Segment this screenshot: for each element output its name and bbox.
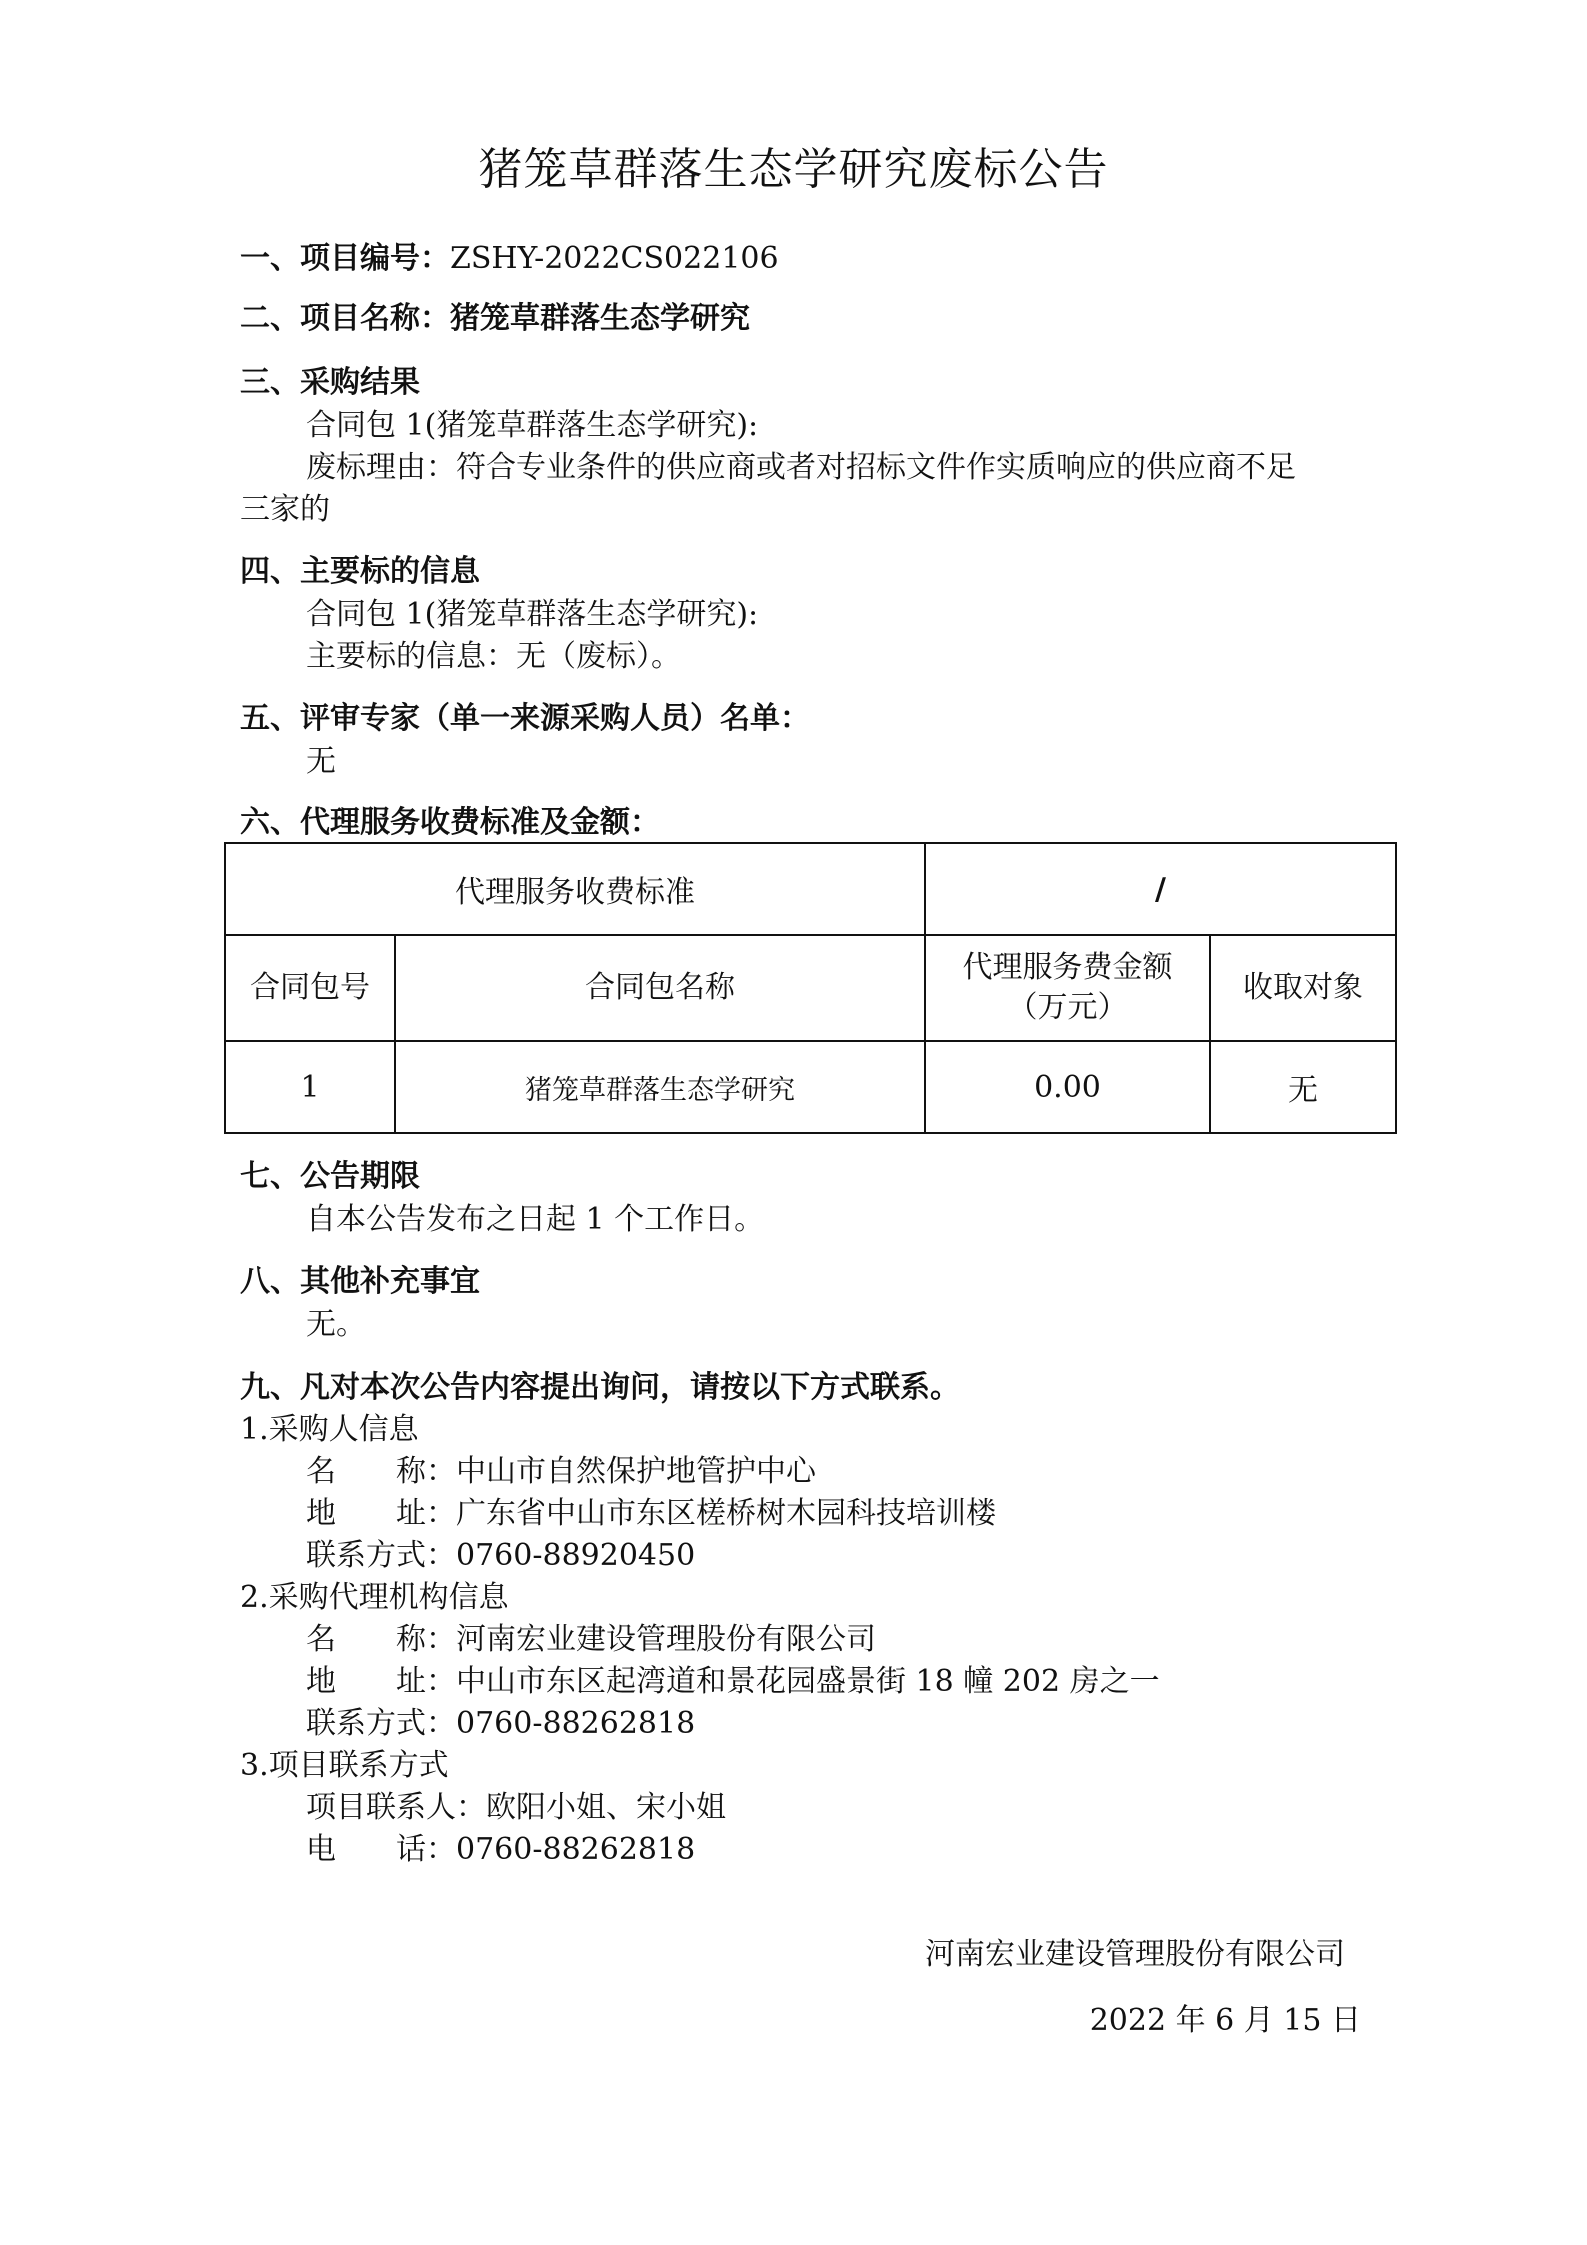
- other-matters-value: 无。: [306, 1307, 366, 1342]
- cell-package-name: 猪笼草群落生态学研究: [395, 1041, 925, 1133]
- fee-header-row: [225, 935, 1396, 1041]
- main-target-heading: 四、主要标的信息: [240, 554, 480, 589]
- col-package-name: 合同包名称: [395, 935, 925, 1041]
- other-matters-heading: 八、其他补充事宜: [240, 1264, 480, 1299]
- cell-target: 无: [1210, 1041, 1396, 1133]
- project-name-value: 猪笼草群落生态学研究: [450, 301, 750, 336]
- project-name-label: 二、项目名称：: [240, 301, 450, 336]
- col-target: 收取对象: [1210, 935, 1396, 1041]
- contact-heading: 九、凡对本次公告内容提出询问，请按以下方式联系。: [240, 1370, 960, 1405]
- procurement-result-heading: 三、采购结果: [240, 365, 420, 400]
- cell-package-no: 1: [225, 1041, 395, 1133]
- result-reason-line1: 废标理由：符合专业条件的供应商或者对招标文件作实质响应的供应商不足: [306, 450, 1296, 485]
- fee-standard-row: [225, 843, 1396, 935]
- agent-heading: 2.采购代理机构信息: [240, 1580, 509, 1615]
- result-reason-line2: 三家的: [240, 492, 330, 527]
- col-fee-amount-line2: （万元）: [1007, 990, 1128, 1025]
- col-fee-amount: [925, 935, 1210, 1041]
- col-package-no: 合同包号: [225, 935, 395, 1041]
- fee-heading: 六、代理服务收费标准及金额：: [240, 805, 660, 840]
- buyer-heading: 1.采购人信息: [240, 1412, 419, 1447]
- agent-address: 地 址：中山市东区起湾道和景花园盛景街 18 幢 202 房之一: [306, 1664, 1160, 1699]
- experts-value: 无: [306, 744, 336, 779]
- project-contact-phone: 电 话：0760-88262818: [306, 1832, 696, 1867]
- experts-heading: 五、评审专家（单一来源采购人员）名单：: [240, 701, 810, 736]
- agent-name: 名 称：河南宏业建设管理股份有限公司: [306, 1622, 876, 1657]
- project-number-label: 一、项目编号：: [240, 241, 450, 276]
- buyer-address: 地 址：广东省中山市东区槎桥树木园科技培训楼: [306, 1496, 996, 1531]
- table-row: [225, 1041, 1396, 1133]
- fee-standard-label: 代理服务收费标准: [225, 843, 925, 935]
- fee-standard-value: /: [925, 843, 1396, 935]
- main-target-package: 合同包 1(猪笼草群落生态学研究):: [306, 597, 759, 632]
- signature-company: 河南宏业建设管理股份有限公司: [925, 1937, 1345, 1972]
- signature-date: 2022 年 6 月 15 日: [1089, 2003, 1361, 2038]
- project-contact-heading: 3.项目联系方式: [240, 1748, 449, 1783]
- buyer-contact: 联系方式：0760-88920450: [306, 1538, 696, 1573]
- buyer-name: 名 称：中山市自然保护地管护中心: [306, 1454, 816, 1489]
- main-target-info: 主要标的信息：无（废标）。: [306, 639, 681, 674]
- project-number-value: ZSHY-2022CS022106: [450, 241, 779, 276]
- cell-fee-amount: 0.00: [925, 1041, 1210, 1133]
- project-contact-person: 项目联系人：欧阳小姐、宋小姐: [306, 1790, 726, 1825]
- notice-period-heading: 七、公告期限: [240, 1159, 420, 1194]
- col-fee-amount-line1: 代理服务费金额: [962, 950, 1173, 985]
- result-package: 合同包 1(猪笼草群落生态学研究):: [306, 408, 759, 443]
- agent-contact: 联系方式：0760-88262818: [306, 1706, 696, 1741]
- fee-table: [224, 842, 1397, 1134]
- project-name-line: [240, 298, 750, 340]
- project-number-line: [240, 238, 779, 280]
- notice-period-value: 自本公告发布之日起 1 个工作日。: [306, 1202, 765, 1237]
- page-title: 猪笼草群落生态学研究废标公告: [478, 144, 1109, 195]
